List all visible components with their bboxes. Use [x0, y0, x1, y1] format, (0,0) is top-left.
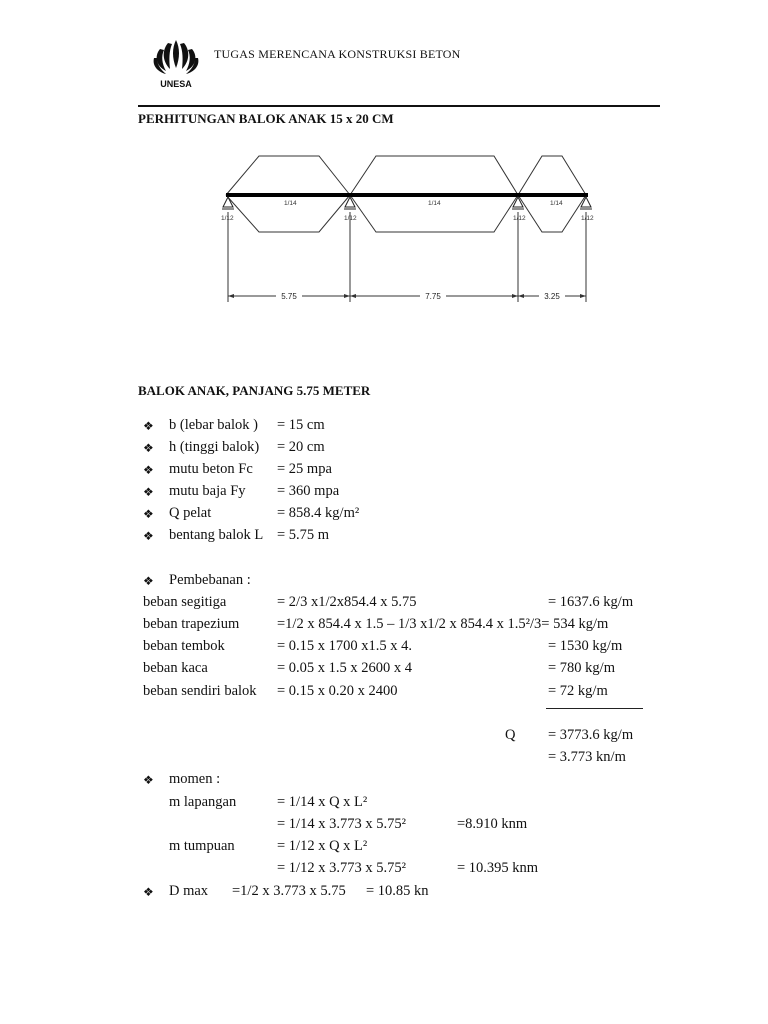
- support-coef-2: 1/12: [344, 215, 357, 222]
- load-formula: = 0.15 x 1700 x1.5 x 4.: [277, 638, 413, 654]
- subsection-title: BALOK ANAK, PANJANG 5.75 METER: [138, 383, 371, 398]
- moment-support-result: = 10.395 knm: [457, 860, 539, 876]
- support-coef-3: 1/12: [513, 215, 526, 222]
- property-value: = 858.4 kg/m²: [277, 505, 360, 521]
- property-value: = 15 cm: [277, 417, 325, 433]
- property-label: h (tinggi balok): [169, 439, 260, 455]
- bullet-icon: ❖: [143, 463, 154, 477]
- dmax-label: D max: [169, 883, 209, 899]
- loading-title: Pembebanan :: [169, 572, 251, 588]
- total-kg: = 3773.6 kg/m: [548, 727, 634, 743]
- span-length-2: 7.75: [425, 292, 441, 301]
- beam: [226, 193, 588, 197]
- moment-support-formula: = 1/12 x Q x L²: [277, 838, 368, 854]
- load-result: = 1530 kg/m: [548, 638, 623, 654]
- span-coef-2: 1/14: [428, 200, 441, 207]
- total-kn: = 3.773 kn/m: [548, 749, 626, 765]
- moment-field-result: =8.910 knm: [457, 816, 528, 832]
- property-label: b (lebar balok ): [169, 417, 258, 433]
- moment-title: momen :: [169, 771, 221, 787]
- dmax-formula: =1/2 x 3.773 x 5.75: [232, 883, 346, 899]
- dmax-result: = 10.85 kn: [366, 883, 429, 899]
- moment-envelope-span-3: [518, 156, 586, 195]
- bullet-icon: ❖: [143, 485, 154, 499]
- load-label: beban tembok: [143, 638, 225, 654]
- bullet-icon: ❖: [143, 885, 154, 899]
- support-4: [580, 197, 592, 209]
- header-title: TUGAS MERENCANA KONSTRUKSI BETON: [214, 47, 461, 61]
- property-value: = 5.75 m: [277, 527, 330, 543]
- moment-field-calc: = 1/14 x 3.773 x 5.75²: [277, 816, 406, 832]
- moment-field-label: m lapangan: [169, 794, 237, 810]
- span-coef-3: 1/14: [550, 200, 563, 207]
- moment-support-label: m tumpuan: [169, 838, 235, 854]
- load-label: beban segitiga: [143, 594, 227, 610]
- logo-text: UNESA: [160, 79, 192, 89]
- unesa-logo: [148, 34, 204, 90]
- property-value: = 25 mpa: [277, 461, 332, 477]
- moment-support-calc: = 1/12 x 3.773 x 5.75²: [277, 860, 406, 876]
- bullet-icon: ❖: [143, 773, 154, 787]
- header-divider: [138, 105, 660, 107]
- property-label: mutu beton Fc: [169, 461, 253, 477]
- support-coef-1: 1/12: [221, 215, 234, 222]
- support-2: [344, 197, 356, 209]
- support-1: [222, 197, 234, 209]
- load-formula: = 2/3 x1/2x854.4 x 5.75: [277, 594, 417, 610]
- property-value: = 20 cm: [277, 439, 325, 455]
- property-value: = 360 mpa: [277, 483, 340, 499]
- load-formula: = 0.15 x 0.20 x 2400: [277, 683, 398, 699]
- load-result: = 72 kg/m: [548, 683, 608, 699]
- property-label: bentang balok L: [169, 527, 264, 543]
- moment-envelope-span-1: [226, 156, 350, 195]
- load-formula: =1/2 x 854.4 x 1.5 – 1/3 x1/2 x 854.4 x 1.5²/3= 534 kg/m: [277, 616, 609, 632]
- bullet-icon: ❖: [143, 529, 154, 543]
- load-label: beban trapezium: [143, 616, 240, 632]
- beam-moment-diagram: [214, 150, 600, 310]
- bullet-icon: ❖: [143, 574, 154, 588]
- load-formula: = 0.05 x 1.5 x 2600 x 4: [277, 660, 413, 676]
- property-label: Q pelat: [169, 505, 212, 521]
- span-length-1: 5.75: [281, 292, 297, 301]
- sum-line: [546, 708, 643, 709]
- load-result: = 780 kg/m: [548, 660, 615, 676]
- bullet-icon: ❖: [143, 441, 154, 455]
- moment-field-formula: = 1/14 x Q x L²: [277, 794, 368, 810]
- span-coef-1: 1/14: [284, 200, 297, 207]
- support-coef-4: 1/12: [581, 215, 594, 222]
- load-label: beban kaca: [143, 660, 208, 676]
- support-3: [512, 197, 524, 209]
- load-result: = 1637.6 kg/m: [548, 594, 634, 610]
- total-symbol: Q: [505, 727, 516, 743]
- moment-envelope-span-2: [350, 156, 518, 195]
- property-label: mutu baja Fy: [169, 483, 246, 499]
- span-length-3: 3.25: [544, 292, 560, 301]
- page-title: PERHITUNGAN BALOK ANAK 15 x 20 CM: [138, 111, 394, 126]
- bullet-icon: ❖: [143, 507, 154, 521]
- bullet-icon: ❖: [143, 419, 154, 433]
- load-label: beban sendiri balok: [143, 683, 257, 699]
